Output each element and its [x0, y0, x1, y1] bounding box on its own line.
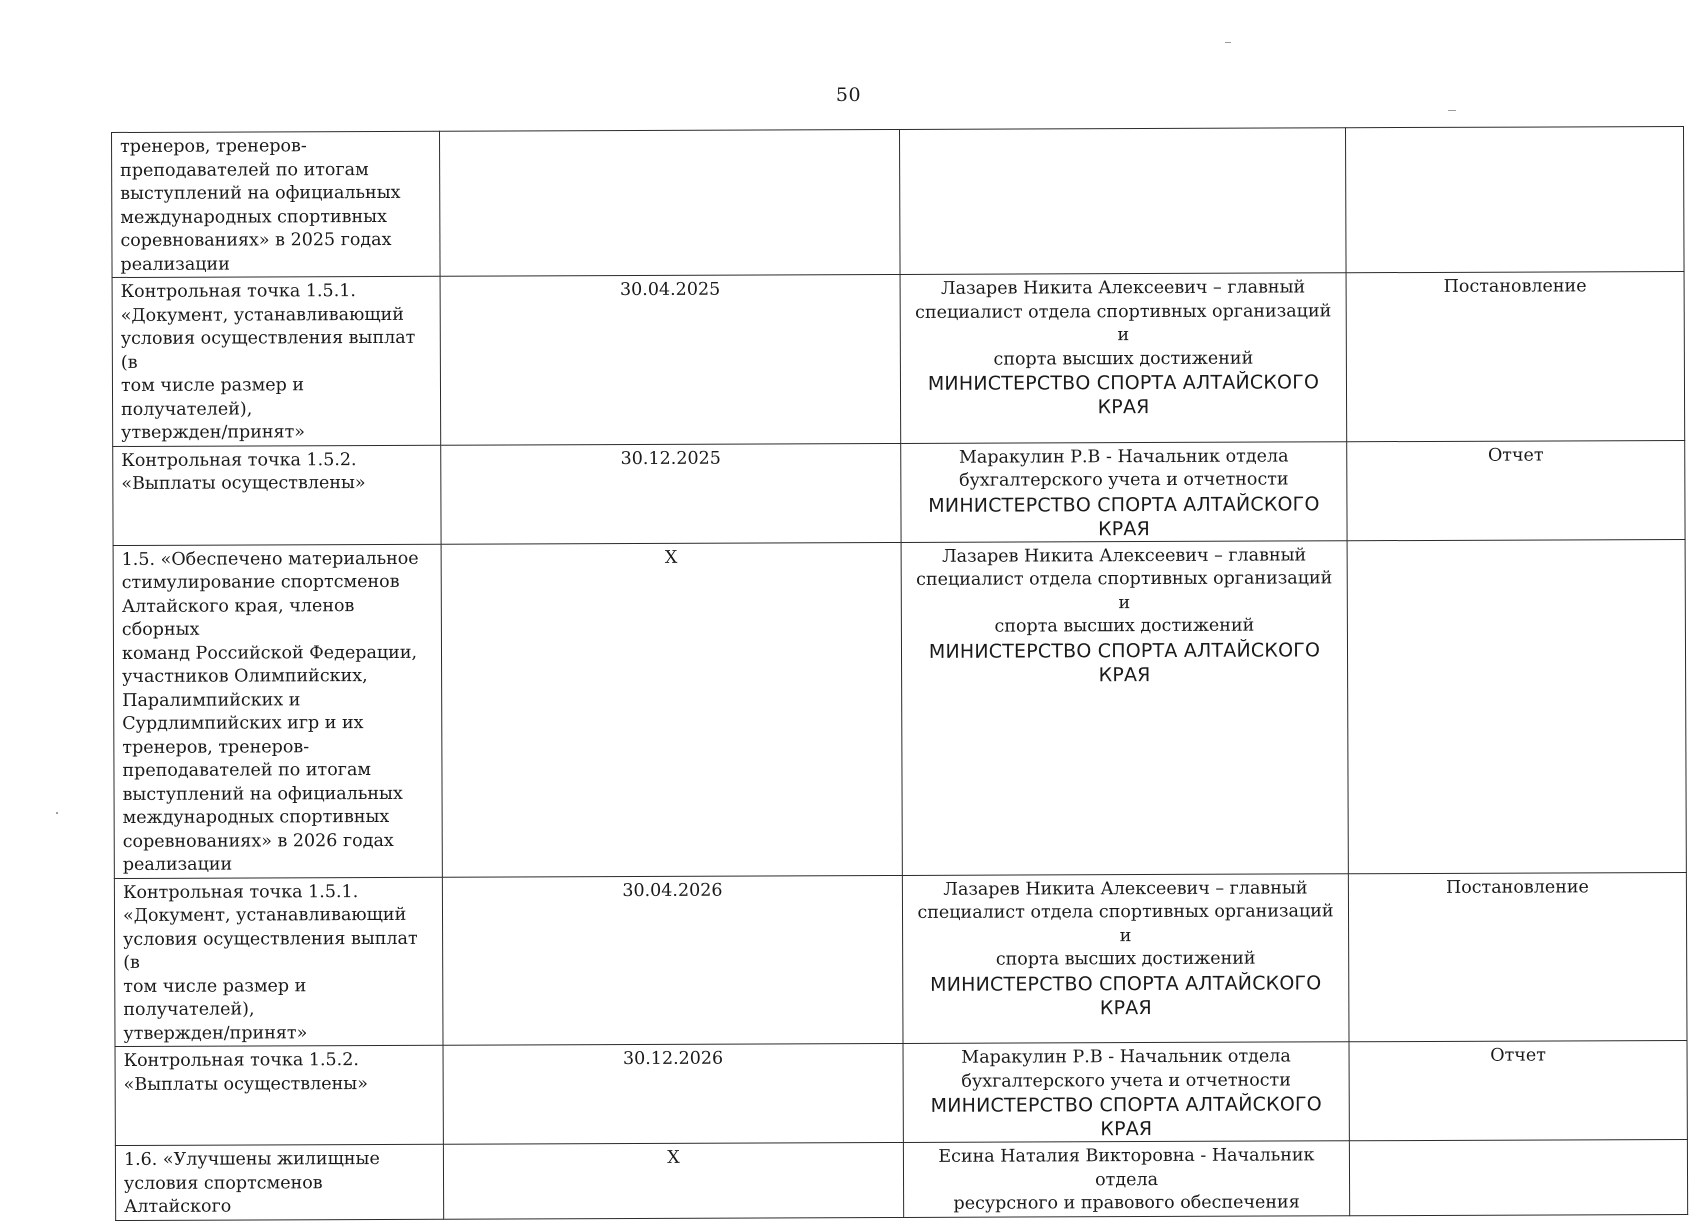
- document-type-cell: [1349, 1139, 1687, 1215]
- date-cell: [442, 875, 903, 1045]
- date-cell: [440, 274, 901, 444]
- responsible-person: Маракулин Р.В - Начальник отдела бухгалтерского учета и отчетности: [961, 1046, 1291, 1092]
- table-row: [112, 271, 1685, 446]
- plan-table: [111, 126, 1688, 1221]
- scan-speck: [1448, 110, 1456, 111]
- responsible-cell: [900, 273, 1347, 443]
- document-type: Постановление: [1443, 276, 1587, 297]
- responsible-cell: [903, 1042, 1349, 1143]
- deadline-date: 30.04.2025: [619, 279, 721, 301]
- responsible-cell: [903, 1141, 1349, 1217]
- responsible-cell: [901, 540, 1348, 875]
- ministry-name: МИНИСТЕРСТВО СПОРТА АЛТАЙСКОГО КРАЯ: [930, 1093, 1322, 1141]
- date-cell: [441, 542, 902, 877]
- ministry-name: МИНИСТЕРСТВО СПОРТА АЛТАЙСКОГО КРАЯ: [928, 492, 1320, 540]
- date-cell: [439, 129, 900, 276]
- document-type: Отчет: [1490, 1045, 1546, 1066]
- responsible-person: Лазарев Никита Алексеевич – главный специалист отдела спортивных организаций и спорта высших достижений: [916, 544, 1333, 637]
- event-name: Контрольная точка 1.5.1. «Документ, устанавливающий условия осуществления выплат (в том числе размер и получателей), утвержден/принят»: [122, 881, 418, 1044]
- responsible-person: [908, 131, 1337, 133]
- table-row: [115, 1040, 1687, 1145]
- document-type: Отчет: [1487, 445, 1544, 466]
- event-name-cell: [113, 544, 442, 878]
- scan-speck: [56, 812, 58, 814]
- event-name: 1.6. «Улучшены жилищные условия спортсменов Алтайского: [123, 1148, 380, 1217]
- deadline-date: X: [667, 1147, 680, 1168]
- table-row: [115, 1139, 1687, 1220]
- document-type-cell: [1346, 271, 1685, 441]
- ministry-name: [908, 131, 1337, 133]
- event-name-cell: [112, 276, 441, 446]
- table-row: [113, 440, 1685, 545]
- deadline-date: 30.12.2025: [620, 448, 721, 469]
- table-row: [112, 126, 1685, 277]
- document-type-cell: [1349, 1040, 1687, 1140]
- deadline-date: [448, 133, 891, 135]
- responsible-person: Маракулин Р.В - Начальник отдела бухгалтерского учета и отчетности: [958, 445, 1289, 491]
- document-type: [1356, 542, 1677, 543]
- document-type: Постановление: [1445, 876, 1589, 898]
- document-type-cell: [1345, 126, 1684, 272]
- deadline-date: 30.04.2026: [622, 880, 723, 901]
- event-name: тренеров, тренеров- преподавателей по итогам выступлений на официальных международных спортивных соревнованиях» в 2025 годах реализации: [120, 136, 401, 275]
- event-name-cell: [114, 877, 443, 1047]
- event-name-cell: [115, 1045, 443, 1145]
- responsible-cell: [901, 441, 1347, 542]
- responsible-person: Лазарев Никита Алексеевич – главный специалист отдела спортивных организаций и спорта высших достижений: [915, 277, 1332, 370]
- event-name-cell: [113, 445, 441, 545]
- event-name: 1.5. «Обеспечено материальное стимулирование спортсменов Алтайского края, членов сборных команд Российской Федерации, участников Олимпийских, Паралимпийских и Сурдлимпийских игр и их тренеров, тренеров- преподавателей по итогам выступлений на официальных международных спортивных соревнованиях» в 2026 годах реализации: [121, 548, 419, 875]
- scan-speck: [1225, 42, 1231, 43]
- date-cell: [443, 1043, 903, 1144]
- date-cell: [443, 1142, 903, 1218]
- document-type-cell: [1347, 539, 1686, 873]
- responsible-cell: [899, 128, 1346, 275]
- document-type-cell: [1347, 440, 1685, 540]
- responsible-person: Есина Наталия Викторовна - Начальник отдела ресурсного и правового обеспечения: [938, 1145, 1315, 1214]
- event-name-cell: [115, 1144, 443, 1220]
- event-name: Контрольная точка 1.5.2. «Выплаты осуществлены»: [123, 1050, 368, 1095]
- responsible-cell: [902, 873, 1349, 1043]
- document-type: [1354, 130, 1675, 131]
- responsible-person: Лазарев Никита Алексеевич – главный специалист отдела спортивных организаций и спорта высших достижений: [917, 877, 1334, 970]
- ministry-name: МИНИСТЕРСТВО СПОРТА АЛТАЙСКОГО КРАЯ: [927, 371, 1320, 419]
- ministry-name: МИНИСТЕРСТВО СПОРТА АЛТАЙСКОГО КРАЯ: [928, 638, 1321, 686]
- document-type-cell: [1348, 872, 1687, 1042]
- deadline-date: 30.12.2026: [622, 1048, 724, 1070]
- event-name: Контрольная точка 1.5.2. «Выплаты осуществлены»: [121, 449, 366, 494]
- document-type: [1358, 1143, 1679, 1144]
- page-number: 50: [835, 84, 862, 106]
- event-name-cell: [112, 131, 441, 277]
- date-cell: [441, 443, 901, 544]
- table-row: [113, 539, 1686, 878]
- event-name: Контрольная точка 1.5.1. «Документ, устанавливающий условия осуществления выплат (в том числе размер и получателей), утвержден/принят»: [120, 281, 416, 443]
- deadline-date: X: [664, 547, 678, 568]
- ministry-name: МИНИСТЕРСТВО СПОРТА АЛТАЙСКОГО КРАЯ: [930, 971, 1322, 1019]
- table-row: [114, 872, 1687, 1047]
